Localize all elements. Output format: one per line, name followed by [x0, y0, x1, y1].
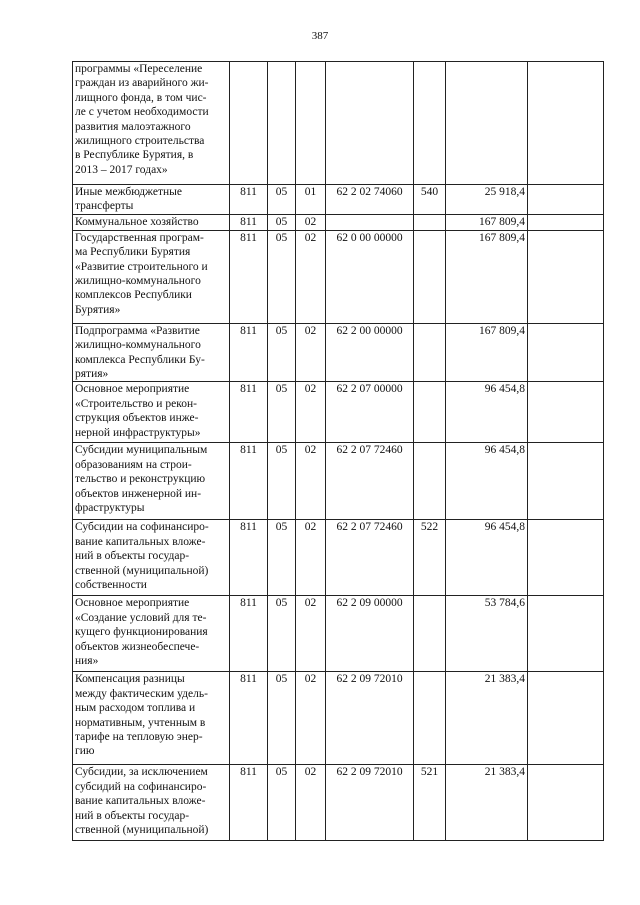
amount-cell: 21 383,4: [446, 672, 528, 765]
target-article-cell: 62 2 07 00000: [326, 382, 414, 443]
department-code-cell: 811: [230, 185, 268, 215]
department-code-cell: 811: [230, 323, 268, 382]
target-article-cell: 62 2 09 72010: [326, 672, 414, 765]
subsection-code-cell: [296, 62, 326, 185]
section-code-cell: 05: [268, 323, 296, 382]
target-article-cell: 62 2 09 00000: [326, 596, 414, 672]
item-description-cell: Основное мероприятие «Создание условий для те- кущего функционирования объектов жизнеобеспече- ния»: [73, 596, 230, 672]
item-description-cell: Иные межбюджетные трансферты: [73, 185, 230, 215]
item-description-cell: Подпрограмма «Развитие жилищно-коммунального комплекса Республики Бу- рятия»: [73, 323, 230, 382]
table-row: [73, 672, 604, 765]
table-row: [73, 520, 604, 596]
table-row: [73, 230, 604, 323]
department-code-cell: 811: [230, 214, 268, 230]
extra-cell: [528, 596, 604, 672]
extra-cell: [528, 214, 604, 230]
target-article-cell: [326, 214, 414, 230]
target-article-cell: 62 2 07 72460: [326, 520, 414, 596]
section-code-cell: 05: [268, 185, 296, 215]
extra-cell: [528, 672, 604, 765]
table-row: [73, 214, 604, 230]
item-description-cell: Основное мероприятие «Строительство и рекон- струкция объектов инже- нерной инфраструктуры»: [73, 382, 230, 443]
subsection-code-cell: 02: [296, 672, 326, 765]
subsection-code-cell: 02: [296, 214, 326, 230]
amount-cell: 167 809,4: [446, 230, 528, 323]
department-code-cell: [230, 62, 268, 185]
expense-type-cell: [414, 443, 446, 520]
target-article-cell: 62 2 07 72460: [326, 443, 414, 520]
expense-type-cell: [414, 323, 446, 382]
expense-type-cell: 521: [414, 765, 446, 841]
table-row: [73, 323, 604, 382]
amount-cell: 21 383,4: [446, 765, 528, 841]
department-code-cell: 811: [230, 765, 268, 841]
expense-type-cell: [414, 382, 446, 443]
amount-cell: 167 809,4: [446, 214, 528, 230]
section-code-cell: 05: [268, 382, 296, 443]
item-description-cell: Субсидии, за исключением субсидий на софинансиро- вание капитальных вложе- ний в объекты государ- ственной (муниципальной): [73, 765, 230, 841]
department-code-cell: 811: [230, 443, 268, 520]
section-code-cell: 05: [268, 230, 296, 323]
amount-cell: 96 454,8: [446, 443, 528, 520]
subsection-code-cell: 02: [296, 323, 326, 382]
target-article-cell: 62 2 02 74060: [326, 185, 414, 215]
budget-table-body: [73, 62, 604, 841]
table-row: [73, 62, 604, 185]
item-description-cell: Государственная програм- ма Республики Бурятия «Развитие строительного и жилищно-коммунального комплексов Республики Бурятия»: [73, 230, 230, 323]
section-code-cell: 05: [268, 214, 296, 230]
expense-type-cell: 540: [414, 185, 446, 215]
subsection-code-cell: 02: [296, 596, 326, 672]
table-row: [73, 382, 604, 443]
subsection-code-cell: 02: [296, 443, 326, 520]
amount-cell: [446, 62, 528, 185]
section-code-cell: 05: [268, 443, 296, 520]
extra-cell: [528, 520, 604, 596]
section-code-cell: 05: [268, 596, 296, 672]
amount-cell: 96 454,8: [446, 382, 528, 443]
extra-cell: [528, 230, 604, 323]
department-code-cell: 811: [230, 382, 268, 443]
expense-type-cell: 522: [414, 520, 446, 596]
subsection-code-cell: 02: [296, 230, 326, 323]
department-code-cell: 811: [230, 596, 268, 672]
subsection-code-cell: 02: [296, 765, 326, 841]
table-row: [73, 185, 604, 215]
extra-cell: [528, 62, 604, 185]
department-code-cell: 811: [230, 230, 268, 323]
budget-table: [72, 61, 604, 841]
extra-cell: [528, 443, 604, 520]
department-code-cell: 811: [230, 520, 268, 596]
extra-cell: [528, 185, 604, 215]
subsection-code-cell: 02: [296, 382, 326, 443]
item-description-cell: Компенсация разницы между фактическим удель- ным расходом топлива и нормативным, учтенным в тарифе на тепловую энер- гию: [73, 672, 230, 765]
amount-cell: 96 454,8: [446, 520, 528, 596]
subsection-code-cell: 01: [296, 185, 326, 215]
extra-cell: [528, 765, 604, 841]
amount-cell: 25 918,4: [446, 185, 528, 215]
item-description-cell: программы «Переселение граждан из аварийного жи- лищного фонда, в том чис- ле с учетом необходимости развития малоэтажного жилищного строительства в Республике Бурятия, в 2013 – 2017 годах»: [73, 62, 230, 185]
table-row: [73, 765, 604, 841]
department-code-cell: 811: [230, 672, 268, 765]
section-code-cell: 05: [268, 672, 296, 765]
extra-cell: [528, 382, 604, 443]
target-article-cell: [326, 62, 414, 185]
amount-cell: 53 784,6: [446, 596, 528, 672]
page-number: 387: [311, 30, 329, 42]
extra-cell: [528, 323, 604, 382]
section-code-cell: 05: [268, 765, 296, 841]
amount-cell: 167 809,4: [446, 323, 528, 382]
table-row: [73, 596, 604, 672]
item-description-cell: Субсидии муниципальным образованиям на строи- тельство и реконструкцию объектов инженерной ин- фраструктуры: [73, 443, 230, 520]
target-article-cell: 62 2 09 72010: [326, 765, 414, 841]
target-article-cell: 62 2 00 00000: [326, 323, 414, 382]
expense-type-cell: [414, 62, 446, 185]
section-code-cell: [268, 62, 296, 185]
target-article-cell: 62 0 00 00000: [326, 230, 414, 323]
item-description-cell: Субсидии на софинансиро- вание капитальных вложе- ний в объекты государ- ственной (муниципальной) собственности: [73, 520, 230, 596]
subsection-code-cell: 02: [296, 520, 326, 596]
expense-type-cell: [414, 596, 446, 672]
item-description-cell: Коммунальное хозяйство: [73, 214, 230, 230]
expense-type-cell: [414, 672, 446, 765]
expense-type-cell: [414, 214, 446, 230]
table-row: [73, 443, 604, 520]
expense-type-cell: [414, 230, 446, 323]
section-code-cell: 05: [268, 520, 296, 596]
